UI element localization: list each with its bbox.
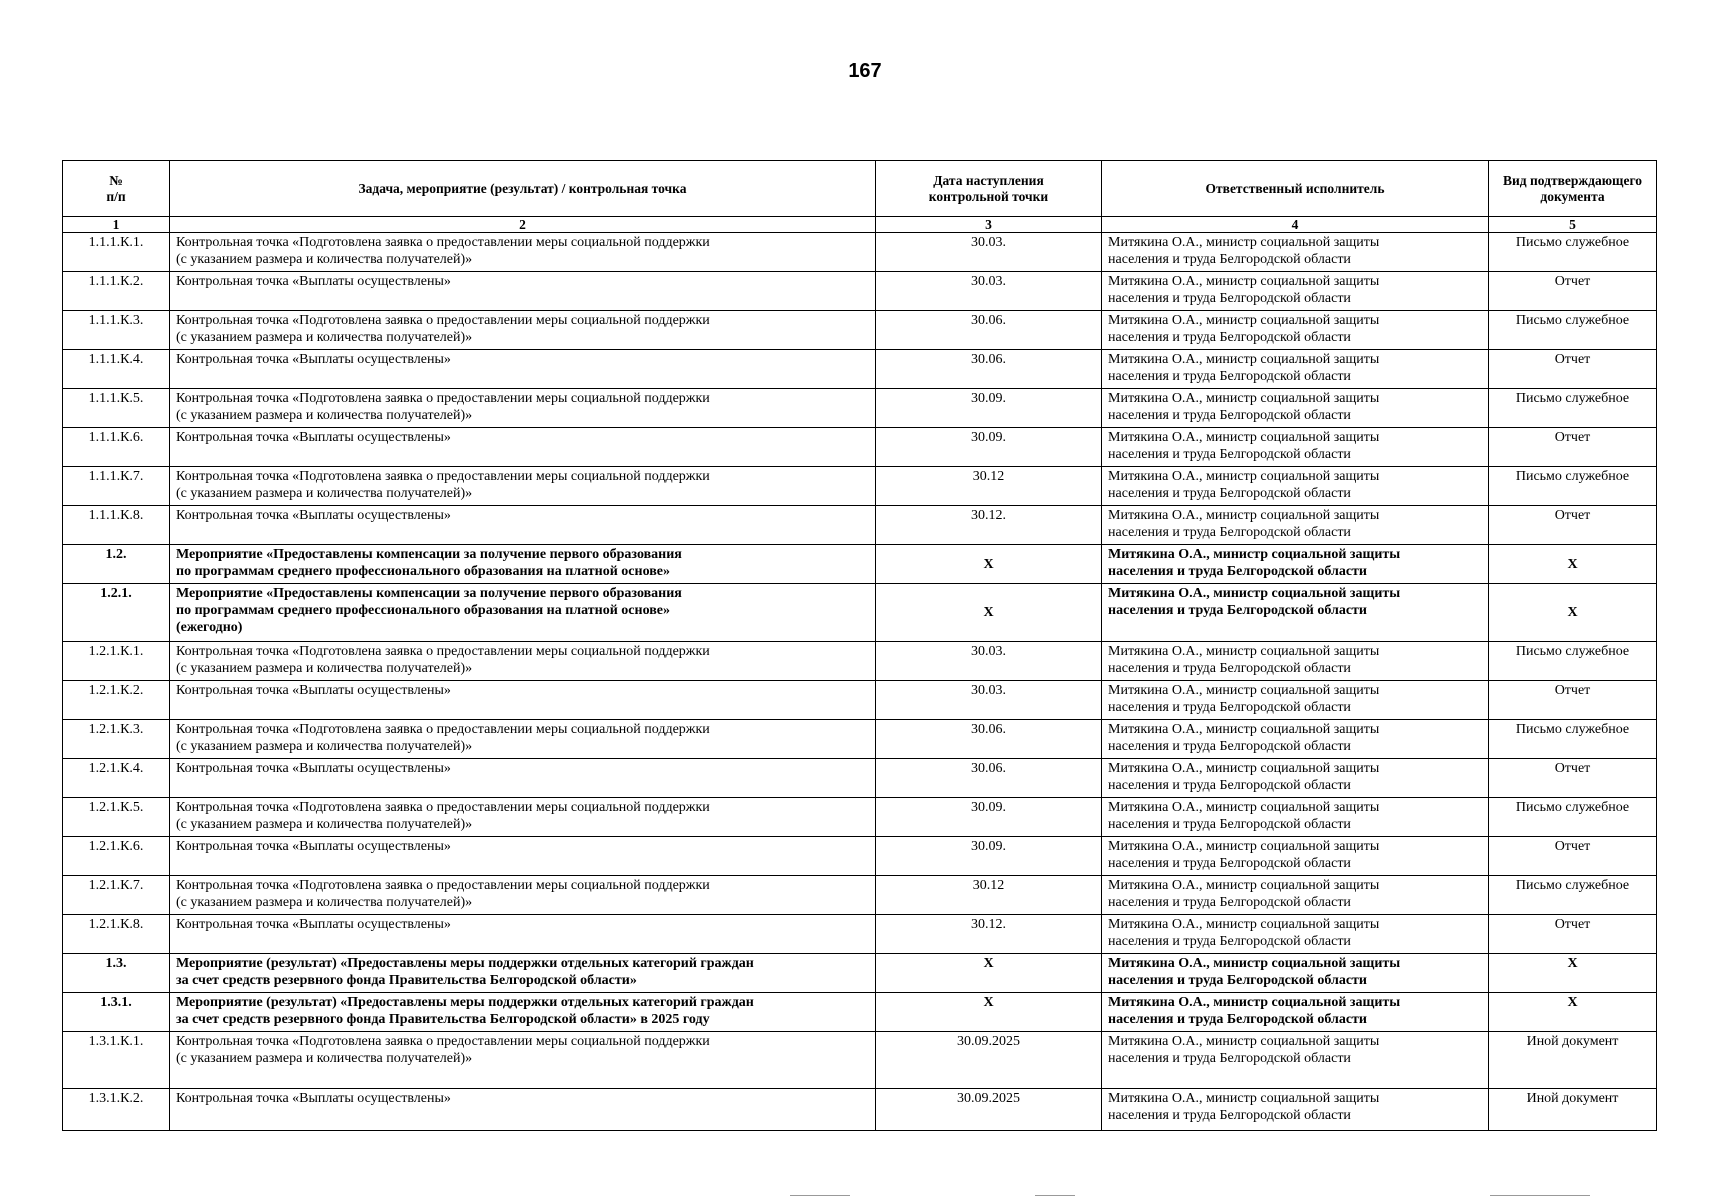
table-row xyxy=(63,584,1657,642)
table-row xyxy=(63,798,1657,837)
table-row xyxy=(63,915,1657,954)
row-number: 1.3. xyxy=(63,954,170,993)
row-document-type: X xyxy=(1489,584,1657,642)
header-executor: Ответственный исполнитель xyxy=(1102,161,1489,217)
table-row xyxy=(63,1032,1657,1089)
row-date: X xyxy=(876,954,1102,993)
table-row xyxy=(63,467,1657,506)
row-date: 30.03. xyxy=(876,642,1102,681)
row-document-type: Иной документ xyxy=(1489,1032,1657,1089)
row-executor: Митякина О.А., министр социальной защиты населения и труда Белгородской области xyxy=(1102,584,1489,642)
table-row xyxy=(63,993,1657,1032)
table-row xyxy=(63,350,1657,389)
row-date: 30.12. xyxy=(876,915,1102,954)
header-num: № п/п xyxy=(63,161,170,217)
row-date: X xyxy=(876,545,1102,584)
row-document-type: Отчет xyxy=(1489,681,1657,720)
row-executor: Митякина О.А., министр социальной защиты населения и труда Белгородской области xyxy=(1102,1089,1489,1131)
row-executor: Митякина О.А., министр социальной защиты населения и труда Белгородской области xyxy=(1102,428,1489,467)
row-executor: Митякина О.А., министр социальной защиты населения и труда Белгородской области xyxy=(1102,837,1489,876)
row-executor: Митякина О.А., министр социальной защиты населения и труда Белгородской области xyxy=(1102,350,1489,389)
table-row xyxy=(63,954,1657,993)
row-task: Контрольная точка «Подготовлена заявка о предоставлении меры социальной поддержки (с указанием размера и количества получателей)» xyxy=(170,1032,876,1089)
row-number: 1.3.1.К.2. xyxy=(63,1089,170,1131)
row-document-type: Письмо служебное xyxy=(1489,467,1657,506)
column-number: 5 xyxy=(1489,217,1657,233)
row-executor: Митякина О.А., министр социальной защиты населения и труда Белгородской области xyxy=(1102,681,1489,720)
row-document-type: Отчет xyxy=(1489,915,1657,954)
row-number: 1.2.1. xyxy=(63,584,170,642)
column-numbers-row xyxy=(63,217,1657,233)
table-row xyxy=(63,759,1657,798)
header-date: Дата наступления контрольной точки xyxy=(876,161,1102,217)
row-executor: Митякина О.А., министр социальной защиты населения и труда Белгородской области xyxy=(1102,311,1489,350)
row-date: 30.09. xyxy=(876,389,1102,428)
row-date: 30.03. xyxy=(876,272,1102,311)
control-points-table xyxy=(62,160,1657,1131)
row-document-type: Отчет xyxy=(1489,350,1657,389)
row-task: Контрольная точка «Подготовлена заявка о предоставлении меры социальной поддержки (с указанием размера и количества получателей)» xyxy=(170,311,876,350)
row-task: Контрольная точка «Подготовлена заявка о предоставлении меры социальной поддержки (с указанием размера и количества получателей)» xyxy=(170,389,876,428)
row-executor: Митякина О.А., министр социальной защиты населения и труда Белгородской области xyxy=(1102,798,1489,837)
row-number: 1.2.1.К.7. xyxy=(63,876,170,915)
row-number: 1.2. xyxy=(63,545,170,584)
table-row xyxy=(63,233,1657,272)
row-document-type: Письмо служебное xyxy=(1489,876,1657,915)
column-number: 4 xyxy=(1102,217,1489,233)
row-number: 1.1.1.К.6. xyxy=(63,428,170,467)
row-document-type: Отчет xyxy=(1489,759,1657,798)
row-task: Контрольная точка «Выплаты осуществлены» xyxy=(170,1089,876,1131)
row-date: X xyxy=(876,584,1102,642)
row-date: 30.03. xyxy=(876,233,1102,272)
row-number: 1.2.1.К.2. xyxy=(63,681,170,720)
row-date: 30.12 xyxy=(876,467,1102,506)
row-task: Контрольная точка «Подготовлена заявка о предоставлении меры социальной поддержки (с указанием размера и количества получателей)» xyxy=(170,233,876,272)
row-date: 30.12 xyxy=(876,876,1102,915)
row-date: 30.09.2025 xyxy=(876,1089,1102,1131)
table-row xyxy=(63,837,1657,876)
table-row xyxy=(63,428,1657,467)
row-number: 1.1.1.К.8. xyxy=(63,506,170,545)
table-row xyxy=(63,720,1657,759)
row-number: 1.1.1.К.1. xyxy=(63,233,170,272)
row-executor: Митякина О.А., министр социальной защиты населения и труда Белгородской области xyxy=(1102,993,1489,1032)
row-date: X xyxy=(876,993,1102,1032)
row-document-type: Письмо служебное xyxy=(1489,642,1657,681)
row-task: Контрольная точка «Выплаты осуществлены» xyxy=(170,272,876,311)
row-document-type: Письмо служебное xyxy=(1489,311,1657,350)
row-task: Мероприятие «Предоставлены компенсации за получение первого образования по программам среднего профессионального образования на платной основе» (ежегодно) xyxy=(170,584,876,642)
row-number: 1.1.1.К.4. xyxy=(63,350,170,389)
row-executor: Митякина О.А., министр социальной защиты населения и труда Белгородской области xyxy=(1102,389,1489,428)
row-document-type: X xyxy=(1489,993,1657,1032)
row-task: Контрольная точка «Выплаты осуществлены» xyxy=(170,837,876,876)
footer-rule xyxy=(790,1195,850,1196)
row-document-type: Письмо служебное xyxy=(1489,798,1657,837)
row-document-type: Письмо служебное xyxy=(1489,389,1657,428)
row-number: 1.1.1.К.2. xyxy=(63,272,170,311)
row-document-type: Отчет xyxy=(1489,428,1657,467)
row-number: 1.2.1.К.1. xyxy=(63,642,170,681)
row-date: 30.09.2025 xyxy=(876,1032,1102,1089)
row-document-type: Отчет xyxy=(1489,272,1657,311)
row-task: Мероприятие (результат) «Предоставлены меры поддержки отдельных категорий граждан за счет средств резервного фонда Правительства Белгородской области» xyxy=(170,954,876,993)
table-row xyxy=(63,545,1657,584)
row-task: Контрольная точка «Подготовлена заявка о предоставлении меры социальной поддержки (с указанием размера и количества получателей)» xyxy=(170,642,876,681)
table-row xyxy=(63,876,1657,915)
column-number: 2 xyxy=(170,217,876,233)
row-date: 30.09. xyxy=(876,798,1102,837)
row-number: 1.3.1. xyxy=(63,993,170,1032)
row-number: 1.2.1.К.8. xyxy=(63,915,170,954)
table-row xyxy=(63,506,1657,545)
row-number: 1.3.1.К.1. xyxy=(63,1032,170,1089)
row-number: 1.1.1.К.5. xyxy=(63,389,170,428)
row-number: 1.1.1.К.3. xyxy=(63,311,170,350)
row-executor: Митякина О.А., министр социальной защиты населения и труда Белгородской области xyxy=(1102,954,1489,993)
row-date: 30.06. xyxy=(876,720,1102,759)
row-task: Контрольная точка «Подготовлена заявка о предоставлении меры социальной поддержки (с указанием размера и количества получателей)» xyxy=(170,798,876,837)
row-document-type: Письмо служебное xyxy=(1489,233,1657,272)
row-document-type: Письмо служебное xyxy=(1489,720,1657,759)
table-row xyxy=(63,389,1657,428)
row-date: 30.06. xyxy=(876,311,1102,350)
row-number: 1.2.1.К.3. xyxy=(63,720,170,759)
column-number: 3 xyxy=(876,217,1102,233)
row-date: 30.09. xyxy=(876,837,1102,876)
row-executor: Митякина О.А., министр социальной защиты населения и труда Белгородской области xyxy=(1102,720,1489,759)
row-executor: Митякина О.А., министр социальной защиты населения и труда Белгородской области xyxy=(1102,876,1489,915)
row-number: 1.2.1.К.5. xyxy=(63,798,170,837)
row-document-type: X xyxy=(1489,954,1657,993)
table-row xyxy=(63,681,1657,720)
row-document-type: X xyxy=(1489,545,1657,584)
row-date: 30.09. xyxy=(876,428,1102,467)
page-number: 167 xyxy=(848,60,882,82)
row-executor: Митякина О.А., министр социальной защиты населения и труда Белгородской области xyxy=(1102,506,1489,545)
row-task: Контрольная точка «Выплаты осуществлены» xyxy=(170,681,876,720)
row-task: Контрольная точка «Выплаты осуществлены» xyxy=(170,428,876,467)
row-task: Мероприятие «Предоставлены компенсации за получение первого образования по программам среднего профессионального образования на платной основе» xyxy=(170,545,876,584)
row-task: Контрольная точка «Подготовлена заявка о предоставлении меры социальной поддержки (с указанием размера и количества получателей)» xyxy=(170,876,876,915)
row-date: 30.03. xyxy=(876,681,1102,720)
row-executor: Митякина О.А., министр социальной защиты населения и труда Белгородской области xyxy=(1102,1032,1489,1089)
row-date: 30.12. xyxy=(876,506,1102,545)
footer-rule xyxy=(1490,1195,1590,1196)
row-task: Контрольная точка «Подготовлена заявка о предоставлении меры социальной поддержки (с указанием размера и количества получателей)» xyxy=(170,720,876,759)
row-task: Контрольная точка «Выплаты осуществлены» xyxy=(170,350,876,389)
row-task: Контрольная точка «Выплаты осуществлены» xyxy=(170,506,876,545)
row-executor: Митякина О.А., министр социальной защиты населения и труда Белгородской области xyxy=(1102,915,1489,954)
table-body xyxy=(63,233,1657,1131)
row-document-type: Иной документ xyxy=(1489,1089,1657,1131)
table-row xyxy=(63,1089,1657,1131)
row-executor: Митякина О.А., министр социальной защиты населения и труда Белгородской области xyxy=(1102,642,1489,681)
row-task: Мероприятие (результат) «Предоставлены меры поддержки отдельных категорий граждан за счет средств резервного фонда Правительства Белгородской области» в 2025 году xyxy=(170,993,876,1032)
header-task: Задача, мероприятие (результат) / контрольная точка xyxy=(170,161,876,217)
row-number: 1.2.1.К.4. xyxy=(63,759,170,798)
header-doc: Вид подтверждающего документа xyxy=(1489,161,1657,217)
row-document-type: Отчет xyxy=(1489,837,1657,876)
row-executor: Митякина О.А., министр социальной защиты населения и труда Белгородской области xyxy=(1102,759,1489,798)
footer-rule xyxy=(1035,1195,1075,1196)
row-task: Контрольная точка «Выплаты осуществлены» xyxy=(170,915,876,954)
row-task: Контрольная точка «Выплаты осуществлены» xyxy=(170,759,876,798)
row-executor: Митякина О.А., министр социальной защиты населения и труда Белгородской области xyxy=(1102,233,1489,272)
table-header-row xyxy=(63,161,1657,217)
row-executor: Митякина О.А., министр социальной защиты населения и труда Белгородской области xyxy=(1102,545,1489,584)
row-number: 1.1.1.К.7. xyxy=(63,467,170,506)
table-row xyxy=(63,642,1657,681)
row-number: 1.2.1.К.6. xyxy=(63,837,170,876)
row-executor: Митякина О.А., министр социальной защиты населения и труда Белгородской области xyxy=(1102,467,1489,506)
row-date: 30.06. xyxy=(876,350,1102,389)
row-task: Контрольная точка «Подготовлена заявка о предоставлении меры социальной поддержки (с указанием размера и количества получателей)» xyxy=(170,467,876,506)
column-number: 1 xyxy=(63,217,170,233)
row-document-type: Отчет xyxy=(1489,506,1657,545)
row-executor: Митякина О.А., министр социальной защиты населения и труда Белгородской области xyxy=(1102,272,1489,311)
table-row xyxy=(63,311,1657,350)
row-date: 30.06. xyxy=(876,759,1102,798)
table-row xyxy=(63,272,1657,311)
